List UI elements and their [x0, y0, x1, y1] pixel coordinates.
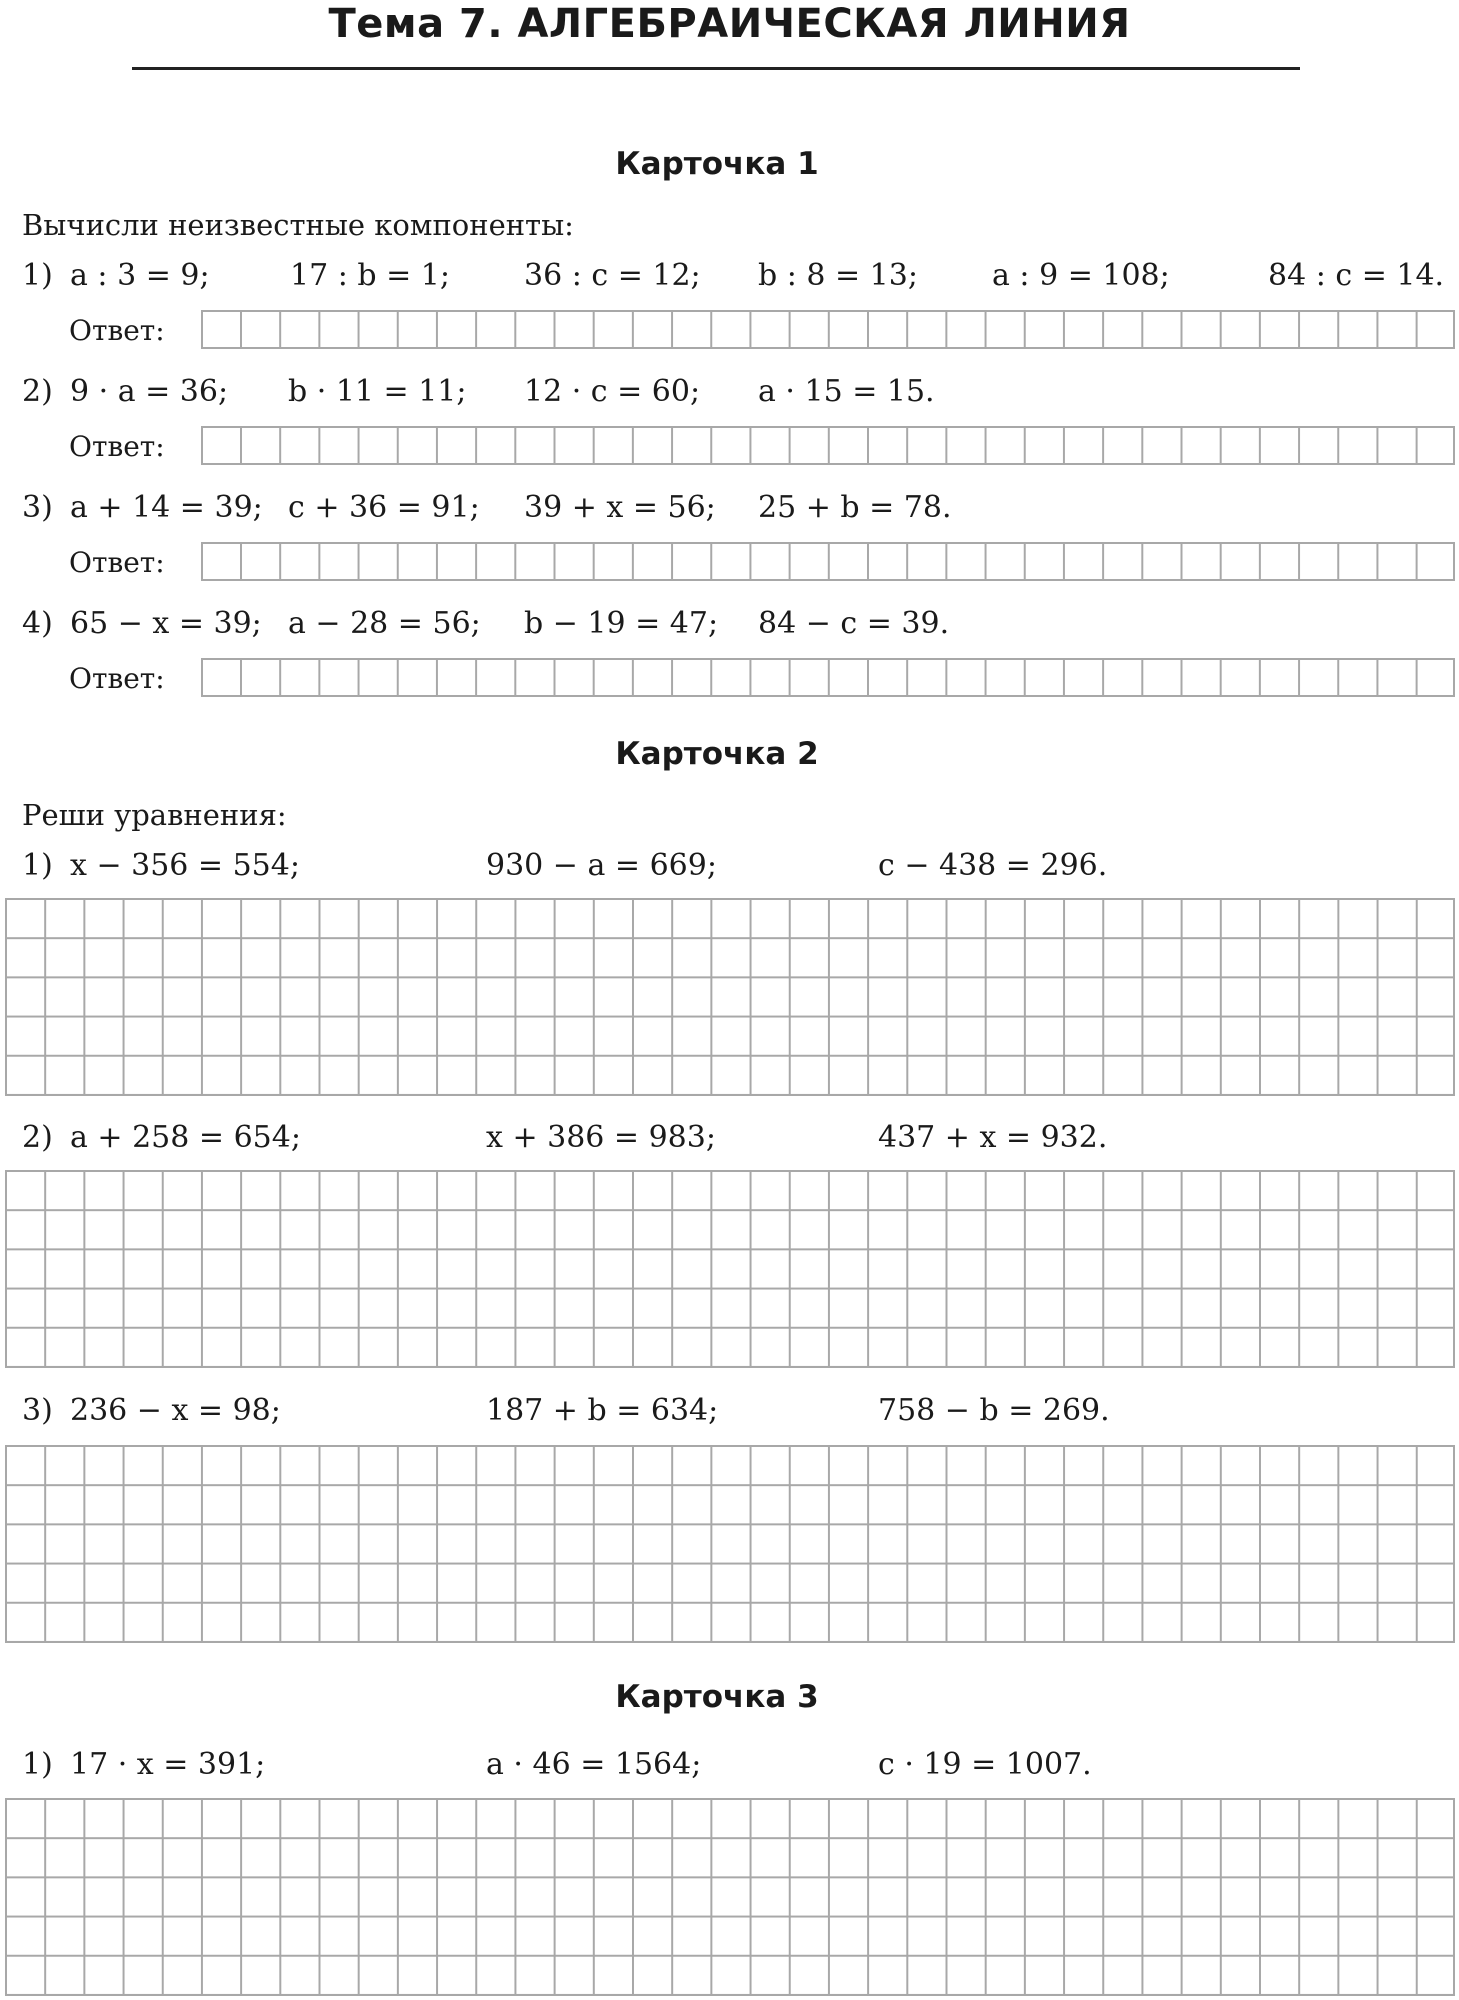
equation: 236 − x = 98; — [70, 1393, 281, 1428]
equation: 437 + x = 932. — [878, 1120, 1108, 1155]
task-number: 1) — [22, 258, 53, 293]
card-1-task-2 — [22, 374, 1459, 414]
equation: 187 + b = 634; — [486, 1393, 719, 1428]
task-number: 4) — [22, 606, 53, 641]
equation: b − 19 = 47; — [524, 606, 719, 641]
equation: 84 − c = 39. — [758, 606, 950, 641]
equation: b · 11 = 11; — [288, 374, 467, 409]
equation: 25 + b = 78. — [758, 490, 952, 525]
work-grid[interactable] — [5, 1170, 1455, 1368]
card-1-title: Карточка 1 — [615, 146, 819, 182]
equation: 930 − a = 669; — [486, 848, 717, 883]
answer-label: Ответ: — [69, 314, 165, 347]
card-3-title: Карточка 3 — [615, 1679, 819, 1715]
equation: 17 · x = 391; — [70, 1747, 266, 1782]
card-1-task-1 — [22, 258, 1459, 298]
page-title: Тема 7. АЛГЕБРАИЧЕСКАЯ ЛИНИЯ — [328, 1, 1131, 47]
equation: 12 · c = 60; — [524, 374, 701, 409]
equation: c · 19 = 1007. — [878, 1747, 1092, 1782]
task-number: 2) — [22, 1120, 53, 1155]
answer-label: Ответ: — [69, 430, 165, 463]
work-grid[interactable] — [5, 1798, 1455, 1996]
equation: b : 8 = 13; — [758, 258, 918, 293]
card-2-task-2 — [22, 1120, 1459, 1160]
answer-grid[interactable] — [201, 310, 1455, 349]
equation: 84 : c = 14. — [1268, 258, 1445, 293]
card-1-task-3 — [22, 490, 1459, 530]
equation: 9 · a = 36; — [70, 374, 229, 409]
equation: 65 − x = 39; — [70, 606, 262, 641]
work-grid[interactable] — [5, 1445, 1455, 1643]
card-2-task-3 — [22, 1393, 1459, 1433]
task-number: 3) — [22, 1393, 53, 1428]
work-grid[interactable] — [5, 898, 1455, 1096]
card-1-task-4 — [22, 606, 1459, 646]
equation: a : 9 = 108; — [992, 258, 1170, 293]
equation: c − 438 = 296. — [878, 848, 1108, 883]
equation: 36 : c = 12; — [524, 258, 701, 293]
title-divider — [132, 67, 1300, 70]
equation: a · 15 = 15. — [758, 374, 935, 409]
equation: a + 258 = 654; — [70, 1120, 301, 1155]
task-number: 1) — [22, 848, 53, 883]
answer-grid[interactable] — [201, 542, 1455, 581]
card-1-instruction: Вычисли неизвестные компоненты: — [22, 208, 574, 242]
equation: 758 − b = 269. — [878, 1393, 1110, 1428]
answer-label: Ответ: — [69, 546, 165, 579]
answer-label: Ответ: — [69, 662, 165, 695]
card-2-instruction: Реши уравнения: — [22, 798, 287, 832]
equation: a − 28 = 56; — [288, 606, 481, 641]
equation: a + 14 = 39; — [70, 490, 263, 525]
equation: c + 36 = 91; — [288, 490, 480, 525]
answer-grid[interactable] — [201, 658, 1455, 697]
answer-grid[interactable] — [201, 426, 1455, 465]
equation: a : 3 = 9; — [70, 258, 210, 293]
equation: 17 : b = 1; — [290, 258, 450, 293]
task-number: 1) — [22, 1747, 53, 1782]
equation: x + 386 = 983; — [486, 1120, 716, 1155]
task-number: 3) — [22, 490, 53, 525]
card-2-task-1 — [22, 848, 1459, 888]
equation: a · 46 = 1564; — [486, 1747, 702, 1782]
card-3-task-1 — [22, 1747, 1459, 1787]
task-number: 2) — [22, 374, 53, 409]
equation: 39 + x = 56; — [524, 490, 716, 525]
equation: x − 356 = 554; — [70, 848, 300, 883]
card-2-title: Карточка 2 — [615, 736, 819, 772]
